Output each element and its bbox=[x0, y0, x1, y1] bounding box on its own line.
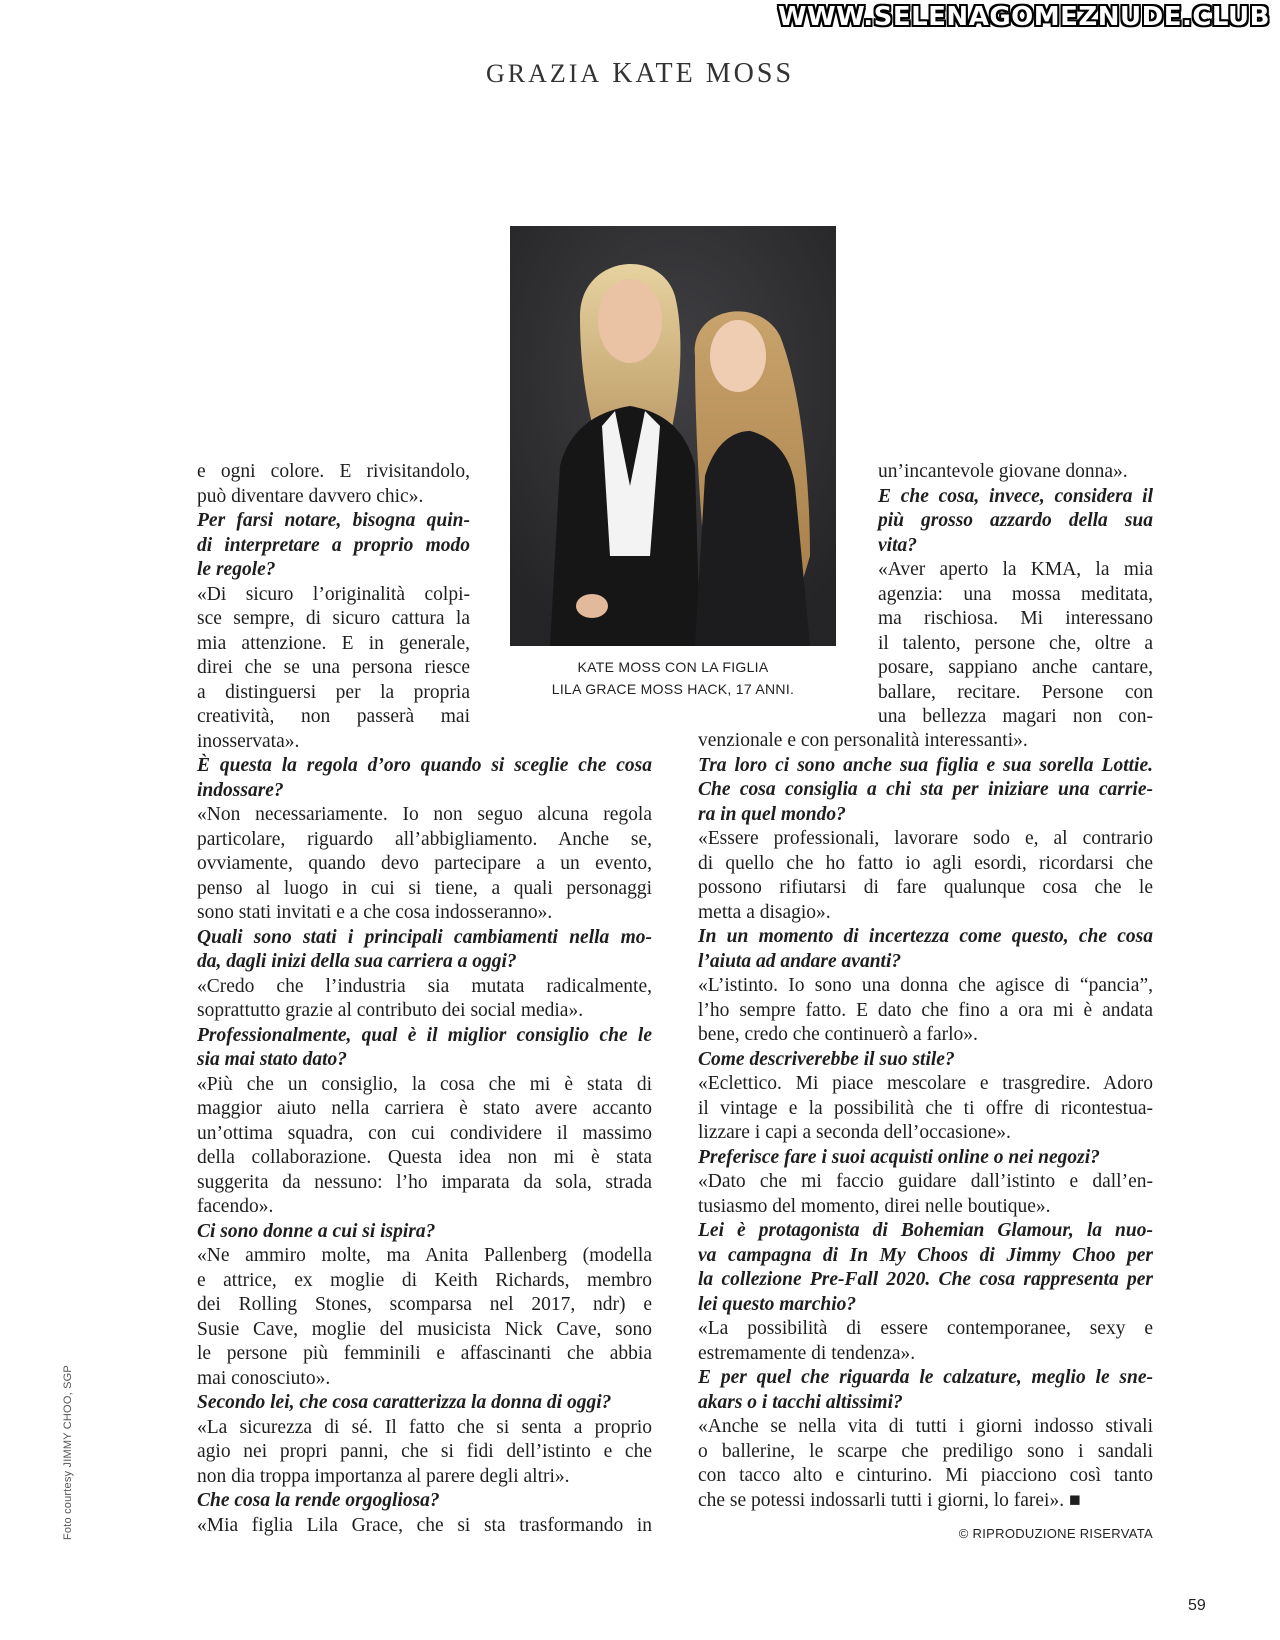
question-line: Per farsi notare, bisogna quin- bbox=[197, 510, 470, 531]
article-photo bbox=[510, 226, 836, 646]
question-line: Professionalmente, qual è il miglior consiglio che le bbox=[197, 1024, 652, 1046]
answer-line: con tacco alto e cinturino. Mi piacciono così tanto bbox=[698, 1465, 1153, 1486]
answer-line: posare, sappiano anche cantare, bbox=[878, 657, 1153, 678]
question-line: Ci sono donne a cui si ispira? bbox=[197, 1220, 436, 1242]
question-line: Secondo lei, che cosa caratterizza la donna di oggi? bbox=[197, 1392, 612, 1413]
answer-line: può diventare davvero chic». bbox=[197, 485, 424, 507]
answer-line: maggior aiuto nella carriera è stato avere accanto bbox=[197, 1098, 652, 1119]
answer-line: agio nei propri panni, che si fidi dell’istinto e che bbox=[197, 1441, 652, 1462]
answer-line: metta a disagio». bbox=[698, 901, 831, 923]
watermark: WWW.SELENAGOMEZNUDE.CLUB bbox=[777, 2, 1270, 32]
answer-line: «Dato che mi faccio guidare dall’istinto e dall’en- bbox=[698, 1171, 1153, 1192]
copyright-notice: © RIPRODUZIONE RISERVATA bbox=[958, 1526, 1153, 1541]
photo-credit: Foto courtesy JIMMY CHOO, SGP bbox=[62, 1365, 74, 1540]
answer-line: direi che se una persona riesce bbox=[197, 657, 470, 678]
answer-line: l’ho sempre fatto. E dato che fino a ora mi è andata bbox=[698, 999, 1153, 1021]
photo-illustration bbox=[510, 226, 836, 646]
answer-line: inosservata». bbox=[197, 730, 300, 752]
question-line: ra in quel mondo? bbox=[698, 803, 846, 825]
answer-line: le persone più femminili e affascinanti che abbia bbox=[197, 1343, 652, 1364]
column-right-top bbox=[878, 460, 1153, 730]
answer-line: ballare, recitare. Persone con bbox=[878, 681, 1153, 703]
answer-line: «Aver aperto la KMA, la mia bbox=[878, 559, 1153, 580]
caption-line: LILA GRACE MOSS HACK, 17 ANNI. bbox=[551, 681, 795, 697]
question-line: akars o i tacchi altissimi? bbox=[698, 1391, 903, 1413]
question-line: va campagna di In My Choos di Jimmy Choo per bbox=[698, 1244, 1153, 1266]
answer-line: mai conosciuto». bbox=[197, 1367, 331, 1389]
question-line: Come descriverebbe il suo stile? bbox=[698, 1048, 955, 1070]
question-line: vita? bbox=[878, 534, 917, 556]
question-line: Preferisce fare i suoi acquisti online o nei negozi? bbox=[698, 1146, 1100, 1168]
answer-line: penso al luogo in cui si tiene, a quali personaggi bbox=[197, 877, 652, 899]
question-line: lei questo marchio? bbox=[698, 1293, 857, 1315]
question-line: Quali sono stati i principali cambiamenti nella mo- bbox=[197, 926, 652, 948]
answer-line: un’incantevole giovane donna». bbox=[878, 461, 1128, 482]
question-line: l’aiuta ad andare avanti? bbox=[698, 950, 902, 972]
answer-line: che se potessi indossarli tutti i giorni, lo farei». ■ bbox=[698, 1489, 1081, 1511]
question-line: le regole? bbox=[197, 559, 276, 580]
question-line: Che cosa la rende orgogliosa? bbox=[197, 1490, 440, 1511]
answer-line: tusiasmo del momento, direi nelle boutique». bbox=[698, 1195, 1051, 1217]
answer-line: possono rifiutarsi di fare qualunque cosa che le bbox=[698, 877, 1153, 898]
answer-line: una bellezza magari non con- bbox=[878, 706, 1153, 727]
question-line: Tra loro ci sono anche sua figlia e sua sorella Lottie. bbox=[698, 754, 1153, 776]
question-line: indossare? bbox=[197, 779, 284, 801]
answer-line: agenzia: una mossa meditata, bbox=[878, 583, 1153, 605]
answer-line: Susie Cave, moglie del musicista Nick Cave, sono bbox=[197, 1318, 652, 1340]
answer-line: bene, credo che continuerò a farlo». bbox=[698, 1024, 978, 1045]
answer-line: il talento, persone che, oltre a bbox=[878, 632, 1153, 654]
answer-line: «Non necessariamente. Io non seguo alcuna regola bbox=[197, 804, 652, 825]
answer-line: venzionale e con personalità interessanti». bbox=[698, 730, 1028, 751]
answer-line: lizzare i capi a seconda dell’occasione». bbox=[698, 1122, 1011, 1143]
answer-line: particolare, riguardo all’abbigliamento. Anche se, bbox=[197, 828, 652, 850]
caption-line: KATE MOSS CON LA FIGLIA bbox=[577, 659, 769, 675]
question-line: In un momento di incertezza come questo, che cosa bbox=[698, 926, 1153, 947]
answer-line: di quello che ho fatto io agli esordi, ricordarsi che bbox=[698, 852, 1153, 874]
answer-line: o ballerine, le scarpe che prediligo sono i sandali bbox=[698, 1440, 1153, 1462]
answer-line: dei Rolling Stones, scomparsa nel 2017, ndr) e bbox=[197, 1294, 652, 1315]
question-line: la collezione Pre-Fall 2020. Che cosa rappresenta per bbox=[698, 1269, 1153, 1290]
answer-line: «Eclettico. Mi piace mescolare e trasgredire. Adoro bbox=[698, 1073, 1153, 1094]
answer-line: «Credo che l’industria sia mutata radicalmente, bbox=[197, 975, 652, 997]
answer-line: a distinguersi per la propria bbox=[197, 681, 470, 703]
magazine-brand: GRAZIA bbox=[485, 59, 603, 88]
answer-line: ovviamente, quando devo partecipare a un evento, bbox=[197, 853, 652, 874]
answer-line: non dia troppa importanza al parere degli altri». bbox=[197, 1465, 570, 1487]
column-left-top bbox=[197, 460, 470, 754]
answer-line: sono stati invitati e a che cosa indosseranno». bbox=[197, 902, 553, 923]
question-line: di interpretare a proprio modo bbox=[197, 534, 470, 556]
answer-line: sce sempre, di sicuro cattura la bbox=[197, 608, 470, 629]
answer-line: «La possibilità di essere contemporanee, sexy e bbox=[698, 1318, 1153, 1339]
article-subject: KATE MOSS bbox=[612, 58, 795, 89]
answer-line: e ogni colore. E rivisitandolo, bbox=[197, 461, 470, 482]
answer-line: facendo». bbox=[197, 1196, 274, 1217]
page-header bbox=[0, 58, 1280, 90]
answer-line: «Mia figlia Lila Grace, che si sta trasformando in bbox=[197, 1514, 652, 1536]
column-left-bottom bbox=[197, 754, 652, 1538]
question-line: E che cosa, invece, considera il bbox=[878, 485, 1153, 507]
answer-line: suggerita da nessuno: l’ho imparata da sola, strada bbox=[197, 1171, 652, 1193]
answer-line: creatività, non passerà mai bbox=[197, 706, 470, 727]
answer-line: «La sicurezza di sé. Il fatto che si senta a proprio bbox=[197, 1416, 652, 1438]
page-number: 59 bbox=[1188, 1597, 1206, 1614]
answer-line: «Più che un consiglio, la cosa che mi è stata di bbox=[197, 1073, 652, 1095]
answer-line: un’ottima squadra, con cui condividere il massimo bbox=[197, 1122, 652, 1144]
answer-line: il vintage e la possibilità che ti offre di ricontestua- bbox=[698, 1097, 1153, 1119]
answer-line: estremamente di tendenza». bbox=[698, 1342, 916, 1364]
question-line: più grosso azzardo della sua bbox=[878, 510, 1153, 531]
answer-line: «Anche se nella vita di tutti i giorni indosso stivali bbox=[698, 1416, 1153, 1437]
question-line: da, dagli inizi della sua carriera a oggi? bbox=[197, 951, 517, 972]
column-right-bottom bbox=[698, 729, 1153, 1513]
answer-line: «Ne ammiro molte, ma Anita Pallenberg (modella bbox=[197, 1245, 652, 1266]
answer-line: ma rischiosa. Mi interessano bbox=[878, 608, 1153, 629]
answer-line: soprattutto grazie al contributo dei social media». bbox=[197, 1000, 584, 1021]
answer-line: «Essere professionali, lavorare sodo e, al contrario bbox=[698, 828, 1153, 849]
question-line: sia mai stato dato? bbox=[197, 1049, 348, 1070]
question-line: È questa la regola d’oro quando si sceglie che cosa bbox=[197, 755, 652, 776]
answer-line: della collaborazione. Questa idea non mi è stata bbox=[197, 1147, 652, 1168]
question-line: Che cosa consiglia a chi sta per iniziare una carrie- bbox=[698, 779, 1153, 800]
answer-line: «Di sicuro l’originalità colpi- bbox=[197, 583, 470, 605]
photo-caption bbox=[510, 656, 836, 700]
question-line: Lei è protagonista di Bohemian Glamour, la nuo- bbox=[698, 1220, 1153, 1241]
answer-line: e attrice, ex moglie di Keith Richards, membro bbox=[197, 1269, 652, 1291]
question-line: E per quel che riguarda le calzature, meglio le sne- bbox=[698, 1367, 1153, 1388]
answer-line: «L’istinto. Io sono una donna che agisce di “pancia”, bbox=[698, 975, 1153, 996]
answer-line: mia attenzione. E in generale, bbox=[197, 632, 470, 654]
